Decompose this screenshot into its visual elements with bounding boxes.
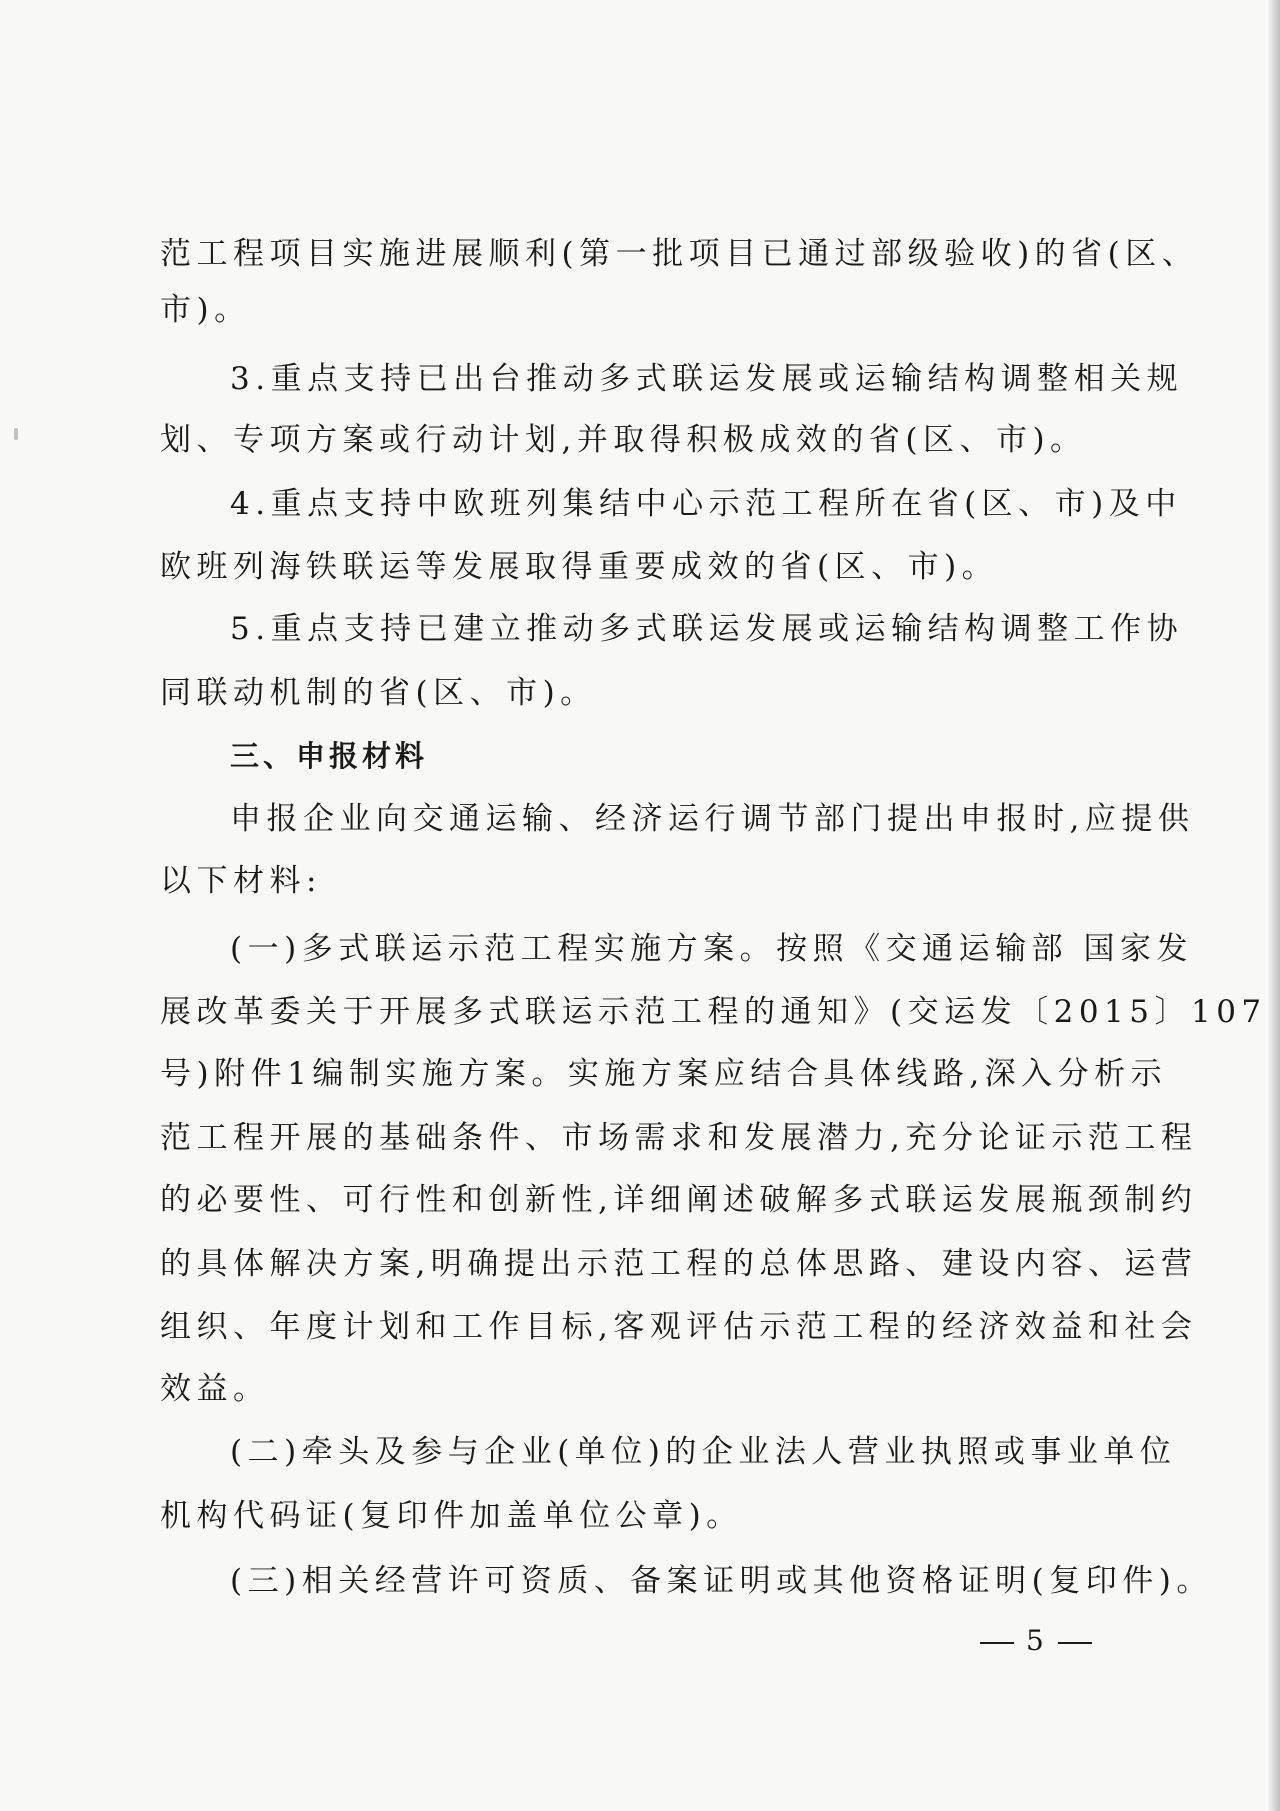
page-number-dash-right xyxy=(1058,1642,1092,1644)
text-line: 划、专项方案或行动计划,并取得积极成效的省(区、市)。 xyxy=(160,422,1087,458)
text-line: 的具体解决方案,明确提出示范工程的总体思路、建设内容、运营 xyxy=(160,1246,1198,1282)
page-number-dash-left xyxy=(980,1642,1014,1644)
text-line: 展改革委关于开展多式联运示范工程的通知》(交运发〔2015〕107 xyxy=(160,994,1267,1030)
text-line: 范工程开展的基础条件、市场需求和发展潜力,充分论证示范工程 xyxy=(160,1120,1198,1156)
text-line: 效益。 xyxy=(160,1371,270,1407)
page-number xyxy=(968,1624,1104,1657)
text-line: 同联动机制的省(区、市)。 xyxy=(160,675,597,711)
text-line: 申报企业向交通运输、经济运行调节部门提出申报时,应提供 xyxy=(230,801,1195,837)
page-number-value: 5 xyxy=(1026,1624,1046,1657)
text-line: 范工程项目实施进展顺利(第一批项目已通过部级验收)的省(区、 xyxy=(160,236,1199,272)
section-heading: 三、申报材料 xyxy=(230,739,429,773)
text-line: 5.重点支持已建立推动多式联运发展或运输结构调整工作协 xyxy=(230,611,1184,647)
text-line: 3.重点支持已出台推动多式联运发展或运输结构调整相关规 xyxy=(230,361,1184,397)
text-line: 机构代码证(复印件加盖单位公章)。 xyxy=(160,1498,743,1534)
text-line: 欧班列海铁联运等发展取得重要成效的省(区、市)。 xyxy=(160,549,999,585)
text-line: 号)附件1编制实施方案。实施方案应结合具体线路,深入分析示 xyxy=(160,1056,1168,1092)
text-line: 的必要性、可行性和创新性,详细阐述破解多式联运发展瓶颈制约 xyxy=(160,1182,1198,1218)
text-line: (二)牵头及参与企业(单位)的企业法人营业执照或事业单位 xyxy=(230,1434,1177,1470)
text-line: (一)多式联运示范工程实施方案。按照《交通运输部 国家发 xyxy=(230,931,1194,967)
scan-mark xyxy=(14,428,18,440)
text-line: 以下材料: xyxy=(160,863,322,899)
text-line: 组织、年度计划和工作目标,客观评估示范工程的经济效益和社会 xyxy=(160,1309,1198,1345)
page-edge xyxy=(1266,0,1280,1811)
text-line: 4.重点支持中欧班列集结中心示范工程所在省(区、市)及中 xyxy=(230,486,1182,522)
text-line: (三)相关经营许可资质、备案证明或其他资格证明(复印件)。 xyxy=(230,1563,1213,1599)
text-line: 市)。 xyxy=(160,292,251,328)
